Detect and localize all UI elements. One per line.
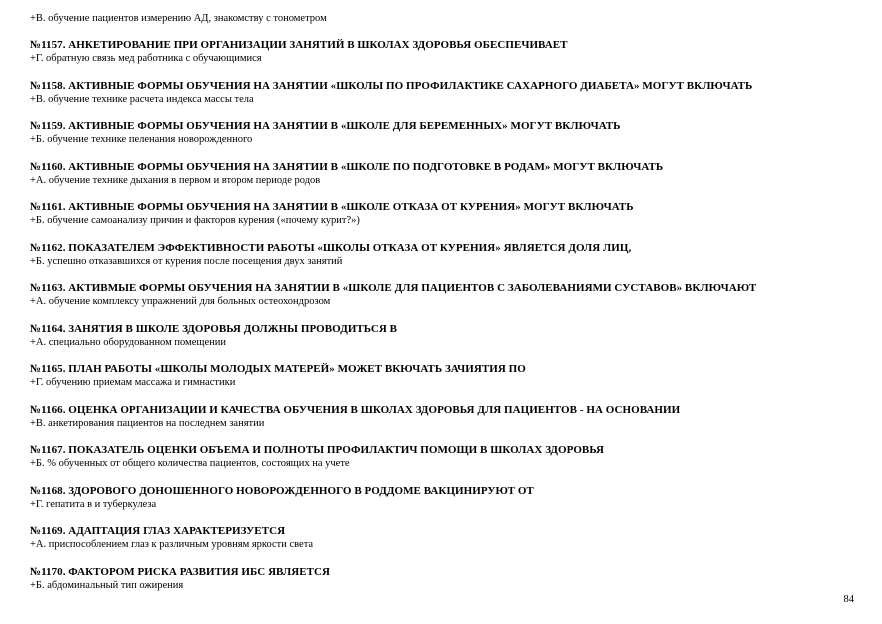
question-text: №1160. АКТИВНЫЕ ФОРМЫ ОБУЧЕНИЯ НА ЗАНЯТИИ В «ШКОЛЕ ПО ПОДГОТОВКЕ В РОДАМ» МОГУТ ВКЛЮЧАТЬ [30,160,664,173]
question-item [30,444,850,470]
answer-text: +В. обучение технике расчета индекса массы тела [30,93,254,105]
question-item [30,323,850,349]
question-item [30,161,850,187]
question-item [30,80,850,106]
question-item [30,39,850,65]
answer-text: +Г. гепатита в и туберкулеза [30,498,157,510]
question-text: №1157. АНКЕТИРОВАНИЕ ПРИ ОРГАНИЗАЦИИ ЗАНЯТИЙ В ШКОЛАХ ЗДОРОВЬЯ ОБЕСПЕЧИВАЕТ [30,39,568,51]
question-item [30,282,850,308]
question-item [30,242,850,268]
question-text: №1163. АКТИВМЫЕ ФОРМЫ ОБУЧЕНИЯ НА ЗАНЯТИИ В «ШКОЛЕ ДЛЯ ПАЦИЕНТОВ С ЗАБОЛЕВАНИЯМИ СУСТАВОВ» ВКЛЮЧАЮТ [30,282,757,294]
answer-text: +Г. обучению приемам массажа и гимнастики [30,377,236,388]
question-text: №1162. ПОКАЗАТЕЛЕМ ЭФФЕКТИВНОСТИ РАБОТЫ «ШКОЛЫ ОТКАЗА ОТ КУРЕНИЯ» ЯВЛЯЕТСЯ ДОЛЯ ЛИЦ, [30,241,632,254]
question-text: №1169. АДАПТАЦИЯ ГЛАЗ ХАРАКТЕРИЗУЕТСЯ [30,525,286,537]
question-text: №1159. АКТИВНЫЕ ФОРМЫ ОБУЧЕНИЯ НА ЗАНЯТИИ В «ШКОЛЕ ДЛЯ БЕРЕМЕННЫХ» МОГУТ ВКЛЮЧАТЬ [30,120,621,132]
answer-text: +Г. обратную связь мед работника с обучающимися [30,53,262,64]
answer-line: +В. обучение пациентов измерению АД, знакомству с тонометром [30,13,327,24]
answer-text: +Б. обучение самоанализу причин и факторов курения («почему курит?») [30,215,360,226]
question-item [30,566,850,592]
question-text: №1168. ЗДОРОВОГО ДОНОШЕННОГО НОВОРОЖДЕННОГО В РОДДОМЕ ВАКЦИНИРУЮТ ОТ [30,484,534,497]
answer-text: +А. обучение комплексу упражнений для больных остеохондрозом [30,296,331,307]
question-text: №1170. ФАКТОРОМ РИСКА РАЗВИТИЯ ИБС ЯВЛЯЕТСЯ [30,565,331,578]
question-text: №1165. ПЛАН РАБОТЫ «ШКОЛЫ МОЛОДЫХ МАТЕРЕЙ» МОЖЕТ ВКЮЧАТЬ ЗАЧИЯТИЯ ПО [30,363,526,375]
question-text: №1164. ЗАНЯТИЯ В ШКОЛЕ ЗДОРОВЬЯ ДОЛЖНЫ ПРОВОДИТЬСЯ В [30,322,398,335]
question-text: №1166. ОЦЕНКА ОРГАНИЗАЦИИ И КАЧЕСТВА ОБУЧЕНИЯ В ШКОЛАХ ЗДОРОВЬЯ ДЛЯ ПАЦИЕНТОВ - НА ОСНОВАНИИ [30,403,681,416]
page-number: 84 [843,594,854,605]
question-item [30,404,850,430]
answer-text: +В. анкетирования пациентов на последнем занятии [30,417,265,429]
question-item [30,525,850,551]
document-page [30,12,850,606]
answer-text: +А. специально оборудованном помещении [30,336,226,348]
question-text: №1161. АКТИВНЫЕ ФОРМЫ ОБУЧЕНИЯ НА ЗАНЯТИИ В «ШКОЛЕ ОТКАЗА ОТ КУРЕНИЯ» МОГУТ ВКЛЮЧАТЬ [30,201,634,213]
answer-text: +Б. обучение технике пеленания новорожденного [30,134,253,145]
question-item [30,485,850,511]
question-text: №1167. ПОКАЗАТЕЛЬ ОЦЕНКИ ОБЪЕМА И ПОЛНОТЫ ПРОФИЛАКТИЧ ПОМОЩИ В ШКОЛАХ ЗДОРОВЬЯ [30,444,605,456]
answer-text: +А. обучение технике дыхания в первом и втором периоде родов [30,174,321,186]
answer-text: +Б. успешно отказавшихся от курения после посещения двух занятий [30,255,343,267]
question-item [30,201,850,227]
question-item [30,120,850,146]
answer-text: +Б. абдоминальный тип ожирения [30,579,184,591]
answer-text: +А. приспособлением глаз к различным уровням яркости света [30,539,314,550]
question-text: №1158. АКТИВНЫЕ ФОРМЫ ОБУЧЕНИЯ НА ЗАНЯТИИ «ШКОЛЫ ПО ПРОФИЛАКТИКЕ САХАРНОГО ДИАБЕТА» МОГУТ ВКЛЮЧАТЬ [30,79,753,92]
answer-text: +Б. % обученных от общего количества пациентов, состоящих на учете [30,458,350,469]
question-item [30,363,850,389]
